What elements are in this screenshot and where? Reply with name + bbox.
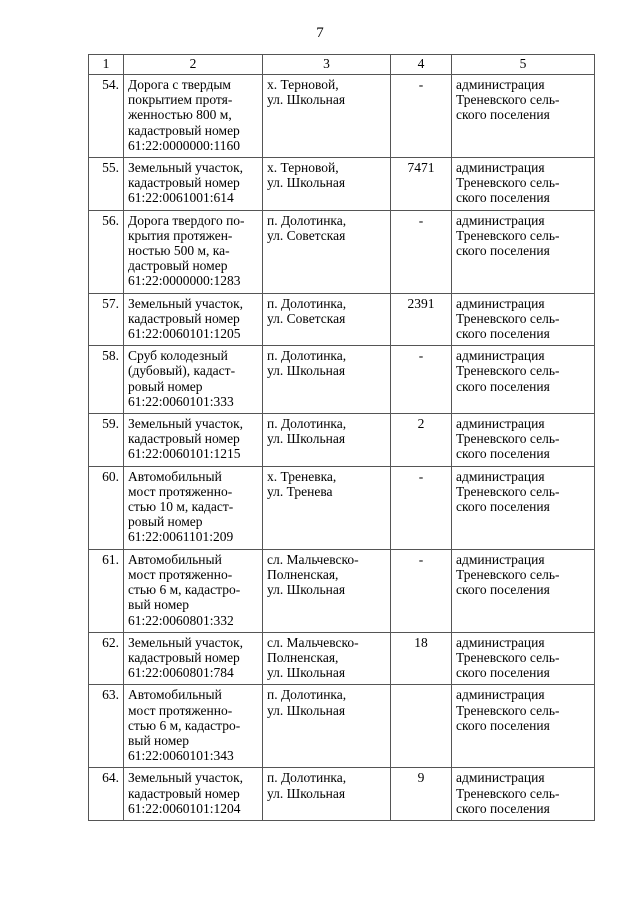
- address-cell: [263, 158, 391, 211]
- row-number: 59.: [89, 414, 124, 467]
- row-number: 60.: [89, 466, 124, 549]
- row-number: 64.: [89, 768, 124, 821]
- holder-line: ского поселения: [456, 499, 550, 515]
- address-line: ул. Советская: [267, 310, 346, 326]
- holder-line: Треневского сель-: [456, 483, 560, 499]
- object-name-line: Земельный участок,: [128, 634, 244, 650]
- address-line: п. Долотинка,: [267, 687, 347, 703]
- object-name-line: 61:22:0000000:1160: [128, 137, 241, 153]
- object-name-line: кадастровый номер: [128, 122, 240, 138]
- holder-line: администрация: [456, 468, 545, 484]
- row-number: 55.: [89, 158, 124, 211]
- row-number: 54.: [89, 75, 124, 158]
- holder-line: ского поселения: [456, 665, 550, 681]
- object-name-line: Автомобильный: [128, 687, 222, 703]
- address-line: сл. Мальчевско-: [267, 634, 359, 650]
- holder-cell: [452, 346, 595, 414]
- object-name-line: 61:22:0060801:332: [128, 612, 234, 628]
- holder-cell: [452, 210, 595, 293]
- object-name-line: покрытием протя-: [128, 92, 233, 108]
- address-line: ул. Школьная: [267, 92, 346, 108]
- object-name-cell: [124, 466, 263, 549]
- object-name-line: крытия протяжен-: [128, 227, 233, 243]
- object-name-cell: [124, 685, 263, 768]
- object-name-cell: [124, 346, 263, 414]
- address-cell: [263, 414, 391, 467]
- address-line: п. Долотинка,: [267, 295, 347, 311]
- holder-line: администрация: [456, 551, 545, 567]
- address-cell: [263, 346, 391, 414]
- object-name-line: мост протяженно-: [128, 566, 233, 582]
- object-name-line: мост протяженно-: [128, 483, 233, 499]
- holder-line: Треневского сель-: [456, 227, 560, 243]
- object-name-cell: [124, 293, 263, 346]
- object-name-cell: [124, 632, 263, 685]
- address-cell: [263, 768, 391, 821]
- holder-line: Треневского сель-: [456, 785, 560, 801]
- holder-cell: [452, 685, 595, 768]
- object-name-line: 61:22:0060101:1204: [128, 800, 241, 816]
- table-row: [89, 632, 595, 685]
- address-line: сл. Мальчевско-: [267, 551, 359, 567]
- holder-line: ского поселения: [456, 190, 550, 206]
- table-row: [89, 293, 595, 346]
- address-cell: [263, 685, 391, 768]
- header-col-1: 1: [89, 55, 124, 75]
- object-name-line: 61:22:0060101:343: [128, 748, 234, 764]
- object-name-cell: [124, 768, 263, 821]
- table-row: [89, 210, 595, 293]
- area-value: [391, 685, 452, 768]
- area-value: 18: [391, 632, 452, 685]
- object-name-cell: [124, 414, 263, 467]
- object-name-line: дастровый номер: [128, 258, 228, 274]
- object-name-line: 61:22:0060801:784: [128, 665, 234, 681]
- holder-cell: [452, 75, 595, 158]
- holder-line: администрация: [456, 634, 545, 650]
- object-name-line: Земельный участок,: [128, 770, 244, 786]
- object-name-line: (дубовый), кадаст-: [128, 363, 236, 379]
- address-cell: [263, 293, 391, 346]
- row-number: 61.: [89, 549, 124, 632]
- address-line: Полненская,: [267, 566, 339, 582]
- address-line: п. Долотинка,: [267, 212, 347, 228]
- address-line: х. Терновой,: [267, 77, 339, 92]
- area-value: 2: [391, 414, 452, 467]
- holder-line: ского поселения: [456, 582, 550, 598]
- row-number: 63.: [89, 685, 124, 768]
- address-line: ул. Школьная: [267, 785, 346, 801]
- holder-line: ского поселения: [456, 800, 550, 816]
- object-name-line: мост протяженно-: [128, 702, 233, 718]
- row-number: 58.: [89, 346, 124, 414]
- holder-line: Треневского сель-: [456, 363, 560, 379]
- holder-cell: [452, 466, 595, 549]
- holder-line: администрация: [456, 212, 545, 228]
- holder-cell: [452, 549, 595, 632]
- holder-line: ского поселения: [456, 243, 550, 259]
- address-line: ул. Тренева: [267, 483, 333, 499]
- object-name-line: женностью 800 м,: [128, 107, 232, 123]
- object-name-line: 61:22:0061001:614: [128, 190, 234, 206]
- area-value: -: [391, 75, 452, 158]
- area-value: 2391: [391, 293, 452, 346]
- table-row: [89, 414, 595, 467]
- holder-cell: [452, 414, 595, 467]
- holder-cell: [452, 158, 595, 211]
- holder-line: ского поселения: [456, 107, 550, 123]
- address-line: Полненская,: [267, 649, 339, 665]
- object-name-line: кадастровый номер: [128, 431, 240, 447]
- area-value: 7471: [391, 158, 452, 211]
- address-line: ул. Школьная: [267, 665, 346, 681]
- object-name-line: Земельный участок,: [128, 416, 244, 432]
- address-cell: [263, 75, 391, 158]
- header-col-3: 3: [263, 55, 391, 75]
- table-row: [89, 685, 595, 768]
- address-cell: [263, 210, 391, 293]
- object-name-line: кадастровый номер: [128, 785, 240, 801]
- address-line: ул. Школьная: [267, 363, 346, 379]
- object-name-line: стью 10 м, кадаст-: [128, 499, 234, 515]
- object-name-line: вый номер: [128, 732, 190, 748]
- address-line: ул. Школьная: [267, 431, 346, 447]
- table-row: [89, 158, 595, 211]
- object-name-line: кадастровый номер: [128, 649, 240, 665]
- page-number: 7: [316, 25, 324, 41]
- object-name-line: 61:22:0060101:333: [128, 393, 234, 409]
- area-value: -: [391, 466, 452, 549]
- object-name-line: вый номер: [128, 597, 190, 613]
- address-cell: [263, 466, 391, 549]
- address-line: п. Долотинка,: [267, 770, 347, 786]
- holder-line: ского поселения: [456, 326, 550, 342]
- table-body: [89, 75, 595, 821]
- object-name-line: кадастровый номер: [128, 175, 240, 191]
- object-name-line: 61:22:0000000:1283: [128, 273, 241, 289]
- table-row: [89, 549, 595, 632]
- object-name-line: Автомобильный: [128, 551, 222, 567]
- object-name-line: 61:22:0060101:1215: [128, 446, 241, 462]
- address-line: п. Долотинка,: [267, 416, 347, 432]
- address-line: х. Терновой,: [267, 160, 339, 176]
- row-number: 56.: [89, 210, 124, 293]
- holder-line: Треневского сель-: [456, 310, 560, 326]
- object-name-line: Земельный участок,: [128, 295, 244, 311]
- table-row: [89, 75, 595, 158]
- object-name-line: стью 6 м, кадастро-: [128, 717, 241, 733]
- holder-line: Треневского сель-: [456, 649, 560, 665]
- holder-line: ского поселения: [456, 446, 550, 462]
- object-name-line: стью 6 м, кадастро-: [128, 582, 241, 598]
- holder-line: администрация: [456, 687, 545, 703]
- address-line: ул. Советская: [267, 227, 346, 243]
- table-header-row: [89, 55, 595, 75]
- object-name-line: ностью 500 м, ка-: [128, 243, 230, 259]
- address-line: х. Треневка,: [267, 468, 337, 484]
- holder-cell: [452, 632, 595, 685]
- holder-line: ского поселения: [456, 378, 550, 394]
- holder-line: Треневского сель-: [456, 566, 560, 582]
- holder-line: администрация: [456, 416, 545, 432]
- object-name-line: Дорога твердого по-: [128, 212, 245, 228]
- address-cell: [263, 632, 391, 685]
- holder-line: Треневского сель-: [456, 702, 560, 718]
- table-row: [89, 768, 595, 821]
- row-number: 62.: [89, 632, 124, 685]
- object-name-line: ровый номер: [128, 514, 203, 530]
- area-value: -: [391, 549, 452, 632]
- holder-line: администрация: [456, 77, 545, 92]
- address-line: ул. Школьная: [267, 702, 346, 718]
- header-col-4: 4: [391, 55, 452, 75]
- object-name-line: Сруб колодезный: [128, 348, 228, 364]
- object-name-cell: [124, 158, 263, 211]
- address-line: ул. Школьная: [267, 582, 346, 598]
- holder-line: Треневского сель-: [456, 431, 560, 447]
- row-number: 57.: [89, 293, 124, 346]
- address-line: п. Долотинка,: [267, 348, 347, 364]
- object-name-line: 61:22:0060101:1205: [128, 326, 241, 342]
- holder-line: Треневского сель-: [456, 175, 560, 191]
- area-value: -: [391, 210, 452, 293]
- holder-line: Треневского сель-: [456, 92, 560, 108]
- object-name-line: ровый номер: [128, 378, 203, 394]
- address-line: ул. Школьная: [267, 175, 346, 191]
- object-name-cell: [124, 549, 263, 632]
- object-name-line: кадастровый номер: [128, 310, 240, 326]
- holder-line: администрация: [456, 348, 545, 364]
- object-name-cell: [124, 75, 263, 158]
- holder-line: администрация: [456, 160, 545, 176]
- object-name-line: Дорога с твердым: [128, 77, 231, 92]
- object-name-line: Земельный участок,: [128, 160, 244, 176]
- area-value: 9: [391, 768, 452, 821]
- header-col-2: 2: [124, 55, 263, 75]
- registry-table: [88, 54, 595, 821]
- holder-line: администрация: [456, 770, 545, 786]
- table-row: [89, 466, 595, 549]
- object-name-line: Автомобильный: [128, 468, 222, 484]
- holder-line: ского поселения: [456, 717, 550, 733]
- object-name-cell: [124, 210, 263, 293]
- holder-cell: [452, 293, 595, 346]
- object-name-line: 61:22:0061101:209: [128, 529, 234, 545]
- header-col-5: 5: [452, 55, 595, 75]
- area-value: -: [391, 346, 452, 414]
- holder-line: администрация: [456, 295, 545, 311]
- table-row: [89, 346, 595, 414]
- holder-cell: [452, 768, 595, 821]
- address-cell: [263, 549, 391, 632]
